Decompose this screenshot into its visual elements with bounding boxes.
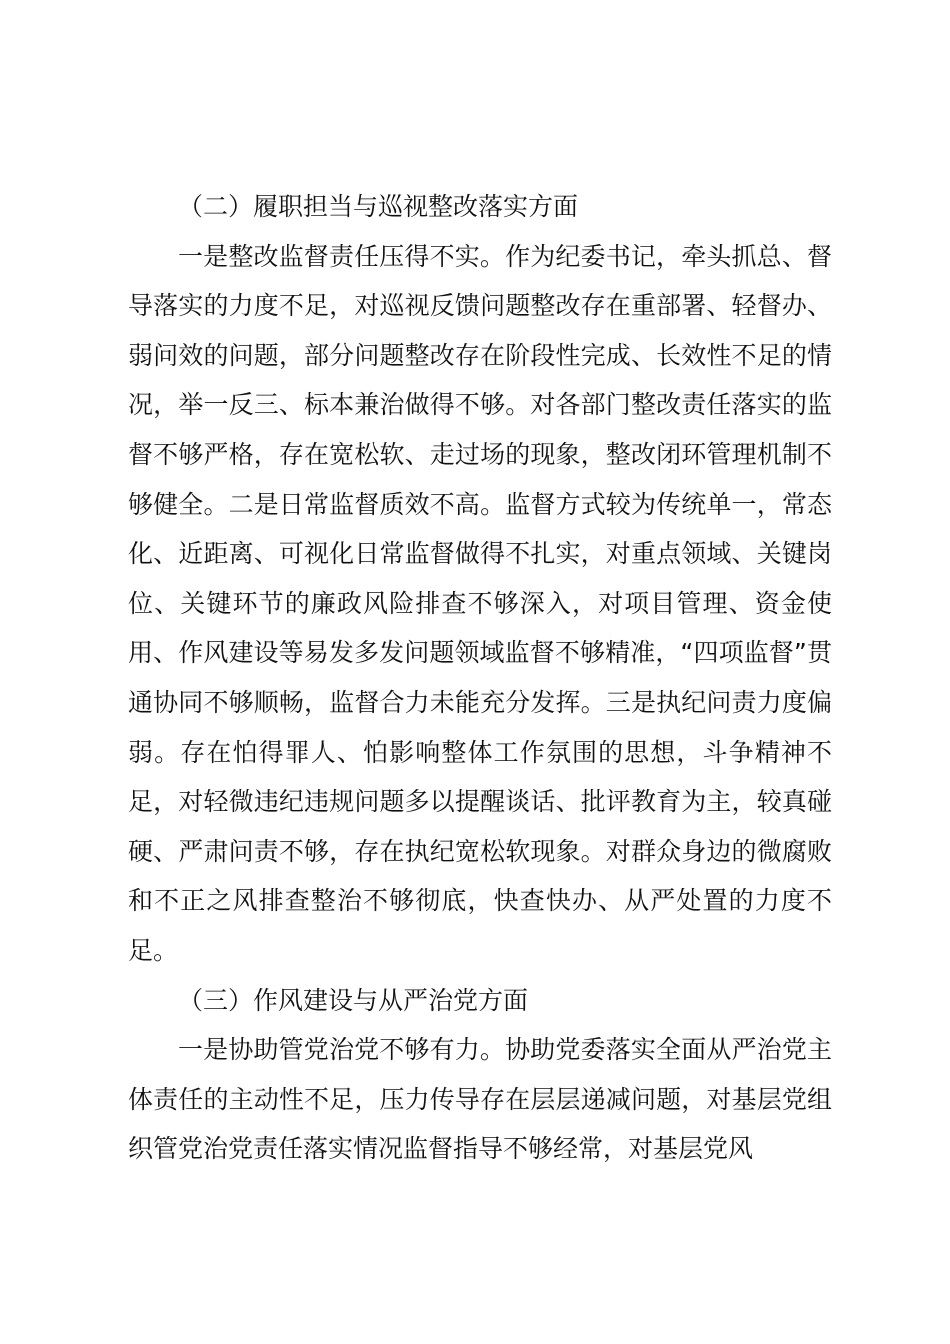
section-3-paragraph: 一是协助管党治党不够有力。协助党委落实全面从严治党主体责任的主动性不足，压力传导存在层层递减问题，对基层党组织管党治党责任落实情况监督指导不够经常，对基层党风 xyxy=(128,1035,832,1164)
section-2-heading: （二）履职担当与巡视整改落实方面 xyxy=(178,192,579,221)
section-2-paragraph: 一是整改监督责任压得不实。作为纪委书记，牵头抓总、督导落实的力度不足，对巡视反馈问题整改存在重部署、轻督办、弱问效的问题，部分问题整改存在阶段性完成、长效性不足的情况，举一反三、标本兼治做得不够。对各部门整改责任落实的监督不够严格，存在宽松软、走过场的现象，整改闭环管理机制不够健全。二是日常监督质效不高。监督方式较为传统单一，常态化、近距离、可视化日常监督做得不扎实，对重点领域、关键岗位、关键环节的廉政风险排查不够深入，对项目管理、资金使用、作风建设等易发多发问题领域监督不够精准，“四项监督”贯通协同不够顺畅，监督合力未能充分发挥。三是执纪问责力度偏弱。存在怕得罪人、怕影响整体工作氛围的思想，斗争精神不足，对轻微违纪违规问题多以提醒谈话、批评教育为主，较真碰硬、严肃问责不够，存在执纪宽松软现象。对群众身边的微腐败和不正之风排查整治不够彻底，快查快办、从严处置的力度不足。 xyxy=(128,241,832,965)
section-3-heading: （三）作风建设与从严治党方面 xyxy=(178,985,529,1015)
document-body xyxy=(128,182,832,1174)
